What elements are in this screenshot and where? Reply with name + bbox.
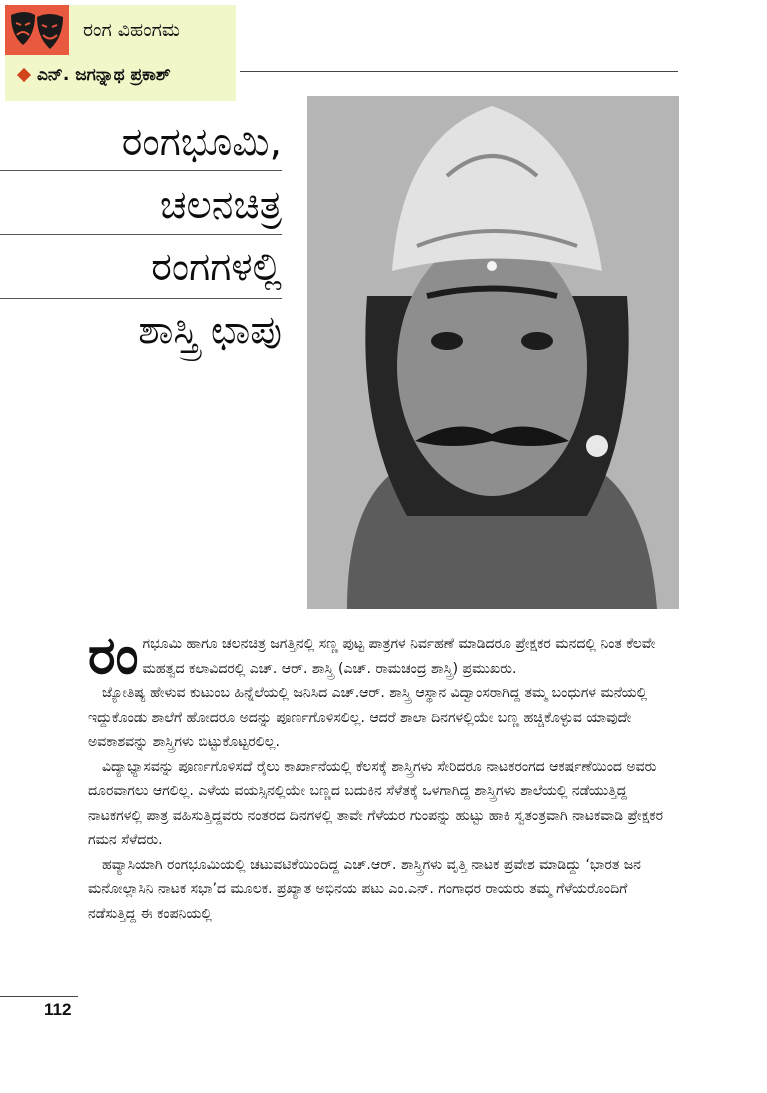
article-paragraph-1 (88, 626, 678, 686)
author-name: ಎನ್. ಜಗನ್ನಾಥ ಪ್ರಕಾಶ್ (37, 65, 171, 85)
actor-portrait-photo (307, 96, 679, 609)
dropcap: ರಂ (88, 626, 139, 686)
headline-rule-2 (0, 234, 282, 235)
theatre-masks-icon (5, 5, 69, 55)
author-rule (240, 71, 678, 72)
headline-line-3: ರಂಗಗಳಲ್ಲಿ (151, 245, 282, 290)
headline-rule-1 (0, 170, 282, 171)
headline-line-4: ಶಾಸ್ತ್ರಿ ಛಾಪು (138, 308, 282, 353)
author-byline (19, 65, 171, 85)
headline-line-2: ಚಲನಚಿತ್ರ (159, 183, 282, 228)
series-title: ರಂಗ ವಿಹಂಗಮ (83, 19, 180, 41)
article-paragraph-2: ಜ್ಯೋತಿಷ್ಯ ಹೇಳುವ ಕುಟುಂಬ ಹಿನ್ನೆಲೆಯಲ್ಲಿ ಜನಿಸಿದ ಎಚ್.ಆರ್. ಶಾಸ್ತ್ರಿ ಆಸ್ಥಾನ ವಿದ್ವಾಂಸರಾಗಿದ್ದ ತಮ್ಮ ಬಂಧುಗಳ ಮನೆಯಲ್ಲಿ ಇದ್ದುಕೊಂಡು ಶಾಲೆಗೆ ಹೋದರೂ ಅದನ್ನು ಪೂರ್ಣಗೊಳಿಸಲಿಲ್ಲ. ಆದರೆ ಶಾಲಾ ದಿನಗಳಲ್ಲಿಯೇ ಬಣ್ಣ ಹಚ್ಚಿಕೊಳ್ಳುವ ಯಾವುದೇ ಅವಕಾಶವನ್ನು ಶಾಸ್ತ್ರಿಗಳು ಬಿಟ್ಟುಕೊಟ್ಟರಲಿಲ್ಲ. (88, 685, 648, 750)
column-header (5, 5, 236, 101)
article-paragraph-3: ವಿದ್ಯಾಭ್ಯಾಸವನ್ನು ಪೂರ್ಣಗೊಳಿಸದೆ ರೈಲು ಕಾರ್ಖಾನೆಯಲ್ಲಿ ಕೆಲಸಕ್ಕೆ ಶಾಸ್ತ್ರಿಗಳು ಸೇರಿದರೂ ನಾಟಕರಂಗದ ಆಕರ್ಷಣೆಯಿಂದ ಅವರು ದೂರವಾಗಲು ಆಗಲಿಲ್ಲ. ಎಳೆಯ ವಯಸ್ಸಿನಲ್ಲಿಯೇ ಬಣ್ಣದ ಬದುಕಿನ ಸೆಳೆತಕ್ಕೆ ಒಳಗಾಗಿದ್ದ ಶಾಸ್ತ್ರಿಗಳು ಶಾಲೆಯಲ್ಲಿ ನಡೆಯುತ್ತಿದ್ದ ನಾಟಕಗಳಲ್ಲಿ ಪಾತ್ರ ವಹಿಸುತ್ತಿದ್ದವರು ನಂತರದ ದಿನಗಳಲ್ಲಿ ತಾವೇ ಗೆಳೆಯರ ಗುಂಪನ್ನು ಹುಟ್ಟು ಹಾಕಿ ಸ್ವತಂತ್ರವಾಗಿ ನಾಟಕವಾಡಿ ಪ್ರೇಕ್ಷಕರ ಗಮನ ಸೆಳೆದರು. (88, 758, 663, 848)
article-paragraph-4: ಹವ್ಯಾಸಿಯಾಗಿ ರಂಗಭೂಮಿಯಲ್ಲಿ ಚಟುವಟಿಕೆಯಿಂದಿದ್ದ ಎಚ್.ಆರ್. ಶಾಸ್ತ್ರಿಗಳು ವೃತ್ತಿ ನಾಟಕ ಪ್ರವೇಶ ಮಾಡಿದ್ದು ‘ಭಾರತ ಜನ ಮನೋಲ್ಲಾಸಿನಿ ನಾಟಕ ಸಭಾ’ದ ಮೂಲಕ. ಪ್ರಖ್ಯಾತ ಅಭಿನಯ ಪಟು ಎಂ.ಎನ್. ಗಂಗಾಧರ ರಾಯರು ತಮ್ಮ ಗೆಳೆಯರೊಂದಿಗೆ ನಡೆಸುತ್ತಿದ್ದ ಈ ಕಂಪನಿಯಲ್ಲಿ (88, 856, 641, 922)
diamond-bullet-icon (17, 68, 31, 82)
page-number-rule (0, 996, 78, 997)
headline-rule-3 (0, 298, 282, 299)
page-number: 112 (44, 1000, 72, 1019)
paragraph-1-text: ಗಭೂಮಿ ಹಾಗೂ ಚಲನಚಿತ್ರ ಜಗತ್ತಿನಲ್ಲಿ ಸಣ್ಣ ಪುಟ್ಟ ಪಾತ್ರಗಳ ನಿರ್ವಹಣೆ ಮಾಡಿದರೂ ಪ್ರೇಕ್ಷಕರ ಮನದಲ್ಲಿ ನಿಂತ ಕೆಲವೇ ಮಹತ್ವದ ಕಲಾವಿದರಲ್ಲಿ ಎಚ್. ಆರ್. ಶಾಸ್ತ್ರಿ (ಎಚ್. ರಾಮಚಂದ್ರ ಶಾಸ್ತ್ರಿ) ಪ್ರಮುಖರು. (142, 636, 656, 677)
headline-line-1: ರಂಗಭೂಮಿ, (121, 120, 282, 165)
article-body (88, 626, 678, 926)
